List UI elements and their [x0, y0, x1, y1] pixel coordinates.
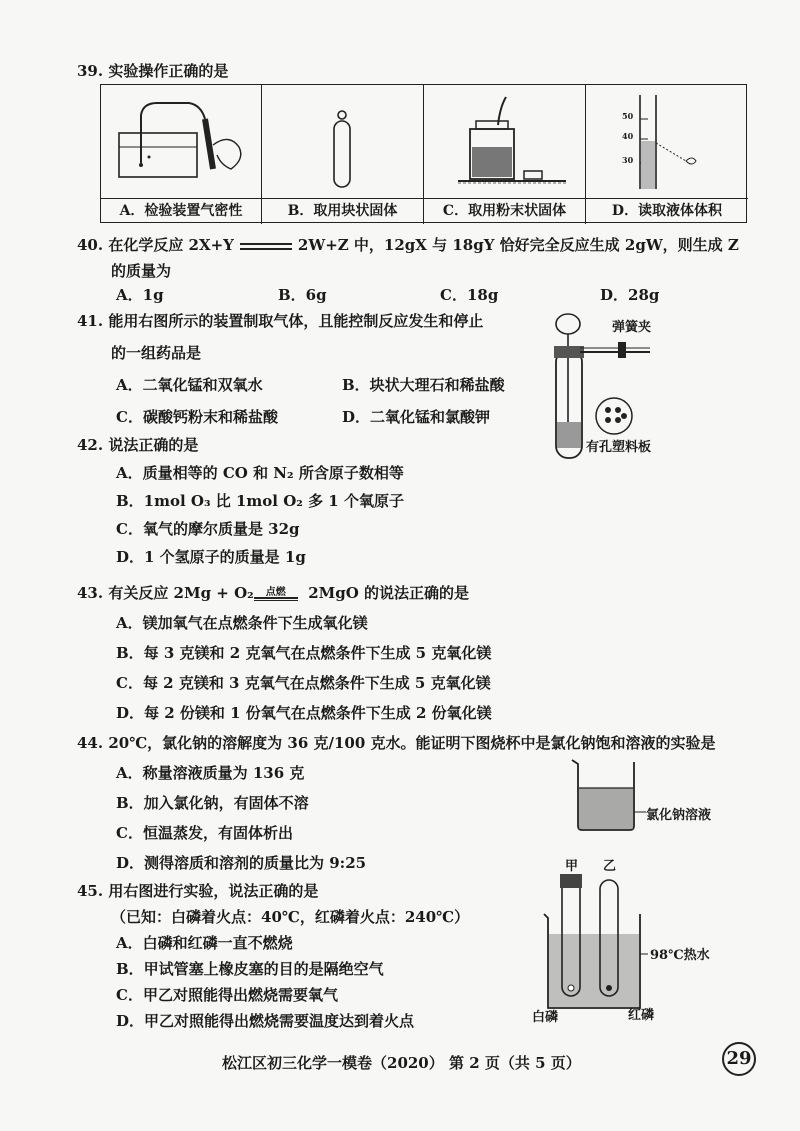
q40-stem	[77, 234, 739, 255]
q42-option-a: A．质量相等的 CO 和 N₂ 所含原子数相等	[116, 464, 404, 482]
q41-line2: 的一组药品是	[111, 344, 202, 362]
solution-label: 氯化钠溶液	[646, 808, 712, 823]
q39-figure-b	[262, 85, 424, 199]
q39-title: 39. 实验操作正确的是	[77, 62, 229, 80]
airtight-check-figure	[101, 85, 261, 199]
q43-option-c: C．每 2 克镁和 3 克氧气在点燃条件下生成 5 克氧化镁	[116, 674, 491, 692]
q40-option-a: A．1g	[116, 286, 164, 304]
q45-option-a: A．白磷和红磷一直不燃烧	[116, 934, 293, 952]
q44-option-c: C．恒温蒸发，有固体析出	[116, 824, 293, 842]
q45-title: 45. 用右图进行实验，说法正确的是	[77, 882, 319, 900]
clamp-label: 弹簧夹	[612, 320, 652, 335]
white-phosphorus-label: 白磷	[532, 1010, 559, 1025]
scale-tick-50: 50	[622, 111, 634, 121]
q39-caption-b: B．取用块状固体	[262, 199, 424, 224]
phosphorus-experiment-figure	[536, 870, 656, 1020]
q45-option-c: C．甲乙对照能得出燃烧需要氧气	[116, 986, 338, 1004]
q43-prefix: 43. 有关反应 2Mg + O₂	[77, 584, 254, 602]
q39-figure-c	[424, 85, 586, 199]
q42-option-b: B．1mol O₃ 比 1mol O₂ 多 1 个氧原子	[116, 492, 404, 510]
q41-line1: 41. 能用右图所示的装置制取气体，且能控制反应发生和停止	[77, 312, 484, 330]
plate-label: 有孔塑料板	[586, 440, 652, 455]
red-phosphorus-label: 红磷	[628, 1008, 655, 1023]
q45-option-b: B．甲试管塞上橡皮塞的目的是隔绝空气	[116, 960, 384, 978]
q44-option-d: D．测得溶质和溶剂的质量比为 9:25	[116, 854, 367, 872]
q43-suffix: 2MgO 的说法正确的是	[308, 584, 470, 602]
q45-note: （已知：白磷着火点：40℃，红磷着火点：240℃）	[111, 908, 470, 926]
q39-caption-a: A．检验装置气密性	[101, 199, 262, 224]
page-number-badge: 29	[722, 1042, 756, 1076]
powder-scoop-figure	[424, 85, 584, 199]
q40-option-d: D．28g	[600, 286, 660, 304]
q45-option-d: D．甲乙对照能得出燃烧需要温度达到着火点	[116, 1012, 415, 1030]
q42-option-d: D．1 个氢原子的质量是 1g	[116, 548, 306, 566]
q41-option-c: C．碳酸钙粉末和稀盐酸	[116, 408, 278, 426]
q40-option-c: C．18g	[440, 286, 499, 304]
q43-condition: 点燃	[265, 587, 286, 598]
q40-option-b: B．6g	[278, 286, 327, 304]
q43-stem	[77, 582, 469, 603]
q43-option-a: A．镁加氧气在点燃条件下生成氧化镁	[116, 614, 368, 632]
solid-into-tube-figure	[262, 85, 422, 199]
q43-option-d: D．每 2 份镁和 1 份氧气在点燃条件下生成 2 份氧化镁	[116, 704, 492, 722]
tube-yi-label: 乙	[603, 859, 617, 874]
equation-equals-sign	[240, 243, 292, 250]
q41-option-a: A．二氧化锰和双氧水	[116, 376, 263, 394]
q39-figure-a	[101, 85, 262, 199]
q39-figure-d	[586, 85, 748, 199]
scale-tick-40: 40	[622, 131, 634, 141]
page-footer: 松江区初三化学一模卷（2020） 第 2 页（共 5 页）	[222, 1054, 581, 1072]
q44-title: 44. 20℃，氯化钠的溶解度为 36 克/100 克水。能证明下图烧杯中是氯化钠饱和溶液的实验是	[77, 734, 716, 752]
q40-suffix: 2W+Z 中，12gX 与 18gY 恰好完全反应生成 2gW，则生成 Z	[297, 236, 739, 254]
graduated-cylinder-figure	[586, 85, 746, 199]
q39-options-table	[100, 84, 747, 223]
q39-caption-d: D．读取液体体积	[611, 203, 723, 219]
beaker-figure	[568, 754, 648, 834]
q44-option-a: A．称量溶液质量为 136 克	[116, 764, 305, 782]
q41-option-d: D．二氧化锰和氯酸钾	[342, 408, 491, 426]
q44-option-b: B．加入氯化钠，有固体不溶	[116, 794, 309, 812]
q41-option-b: B．块状大理石和稀盐酸	[342, 376, 505, 394]
scale-tick-30: 30	[622, 155, 634, 165]
q43-option-b: B．每 3 克镁和 2 克氧气在点燃条件下生成 5 克氧化镁	[116, 644, 492, 662]
q40-prefix: 40. 在化学反应 2X+Y	[77, 236, 234, 254]
tube-jia-label: 甲	[565, 859, 579, 874]
q42-title: 42. 说法正确的是	[77, 436, 199, 454]
q40-line2: 的质量为	[111, 262, 172, 280]
q39-caption-c: C．取用粉末状固体	[424, 199, 586, 224]
q42-option-c: C．氧气的摩尔质量是 32g	[116, 520, 300, 538]
reaction-condition-arrow	[254, 587, 298, 601]
hot-water-label: 98℃热水	[650, 948, 710, 963]
